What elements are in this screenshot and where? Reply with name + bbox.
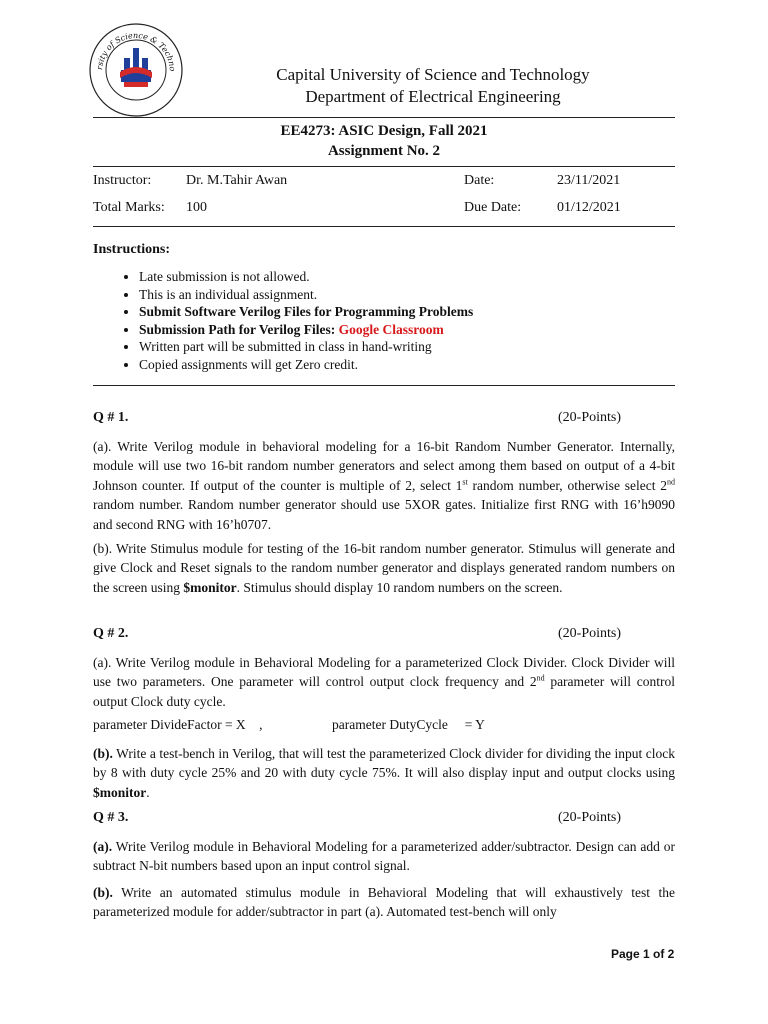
- course-divider: [93, 166, 675, 167]
- q1-part-b: (b). Write Stimulus module for testing of the 16-bit random number generator. Stimulus will generate and give Clock and Reset signals to the random number generator and displays generated random numbers on the screen using $monitor. Stimulus should display 10 random numbers on the screen.: [93, 541, 675, 595]
- assignment-title: Assignment No. 2: [327, 143, 441, 159]
- header-divider: [93, 117, 675, 118]
- q1-header: [93, 410, 675, 426]
- q3-points: (20-Points): [558, 810, 621, 825]
- q3-part-b: (b). Write an automated stimulus module in Behavioral Modeling that will exhaustively test the parameterized module for adder/subtractor in part (a). Automated test-bench will only: [93, 885, 675, 920]
- university-name: Capital University of Science and Technology: [276, 65, 590, 84]
- university-header: [210, 64, 656, 108]
- university-logo: [88, 22, 184, 118]
- instructions-title: Instructions:: [93, 242, 171, 257]
- marks-label: Total Marks:: [93, 200, 165, 215]
- list-item: • This is an individual assignment.: [139, 286, 699, 304]
- q2-part-a: (a). Write Verilog module in Behavioral Modeling for a parameterized Clock Divider. Clock Divider will use two parameters. One parameter will control output clock frequency and 2nd parameter will control output Clock duty cycle.: [93, 655, 675, 709]
- date-label: Date:: [464, 173, 495, 188]
- list-item: • Submit Software Verilog Files for Programming Problems: [139, 303, 699, 321]
- course-title: EE4273: ASIC Design, Fall 2021: [280, 123, 488, 139]
- submission-path: Google Classroom: [338, 321, 444, 337]
- due-date-value: 01/12/2021: [557, 200, 621, 215]
- list-item: • Submission Path for Verilog Files: Google Classroom: [139, 321, 699, 339]
- list-item: • Late submission is not allowed.: [139, 268, 699, 286]
- due-date-label: Due Date:: [464, 200, 522, 215]
- param-duty-cycle: parameter DutyCycle = Y: [332, 717, 485, 732]
- marks-value: 100: [186, 200, 207, 215]
- q2-part-b: (b). Write a test-bench in Verilog, that will test the parameterized Clock divider for dividing the input clock by 8 with duty cycle 25% and 20 with duty cycle 75%. It will also display input and output clocks using $monitor.: [93, 746, 675, 800]
- meta-divider: [93, 226, 675, 227]
- q1-part-a: (a). Write Verilog module in behavioral modeling for a 16-bit Random Number Generator. Internally, module will use two 16-bit random number generators and select among them based on output of a 4-bit Johnson counter. If output of the counter is multiple of 2, select 1st random number, otherwise select 2nd random number. Random number generator should use 5XOR gates. Initialize first RNG with 16’h9090 and second RNG with 16’h0707.: [93, 439, 675, 532]
- q3-label: Q # 3.: [93, 810, 129, 825]
- q3-part-a: (a). Write Verilog module in Behavioral Modeling for a parameterized adder/subtractor. Design can add or subtract N-bit numbers based upon an input control signal.: [93, 839, 675, 874]
- q2-label: Q # 2.: [93, 626, 129, 641]
- course-block: [93, 121, 675, 161]
- param-divide-factor: parameter DivideFactor = X ,: [93, 717, 263, 732]
- logo-text: rsity of Science & Techno: [95, 30, 178, 72]
- q2-header: [93, 626, 675, 642]
- department-name: Department of Electrical Engineering: [305, 87, 561, 106]
- q3-header: [93, 810, 675, 826]
- instructions-list: [93, 268, 699, 373]
- list-item: • Written part will be submitted in class in hand-writing: [139, 338, 699, 356]
- instructor-label: Instructor:: [93, 173, 152, 188]
- list-item: • Copied assignments will get Zero credit.: [139, 356, 699, 374]
- q1-label: Q # 1.: [93, 410, 129, 425]
- date-value: 23/11/2021: [557, 173, 621, 188]
- q2-points: (20-Points): [558, 626, 621, 641]
- page-number: Page 1 of 2: [611, 947, 675, 961]
- svg-text:Capital University of Science: [88, 22, 177, 72]
- instructions-divider: [93, 385, 675, 386]
- q1-points: (20-Points): [558, 410, 621, 425]
- instructor-value: Dr. M.Tahir Awan: [186, 173, 288, 188]
